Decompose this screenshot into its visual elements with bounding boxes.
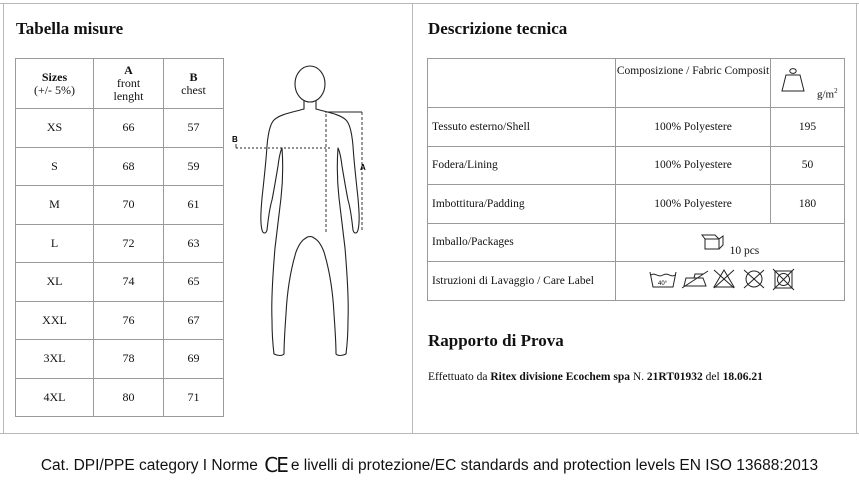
chest-cell: 69 bbox=[164, 340, 224, 379]
size-cell: XXL bbox=[16, 301, 94, 340]
size-cell: L bbox=[16, 224, 94, 263]
sizes-header: Sizes (+/- 5%) bbox=[16, 59, 94, 109]
front-length-cell: 66 bbox=[94, 109, 164, 148]
front-length-cell: 68 bbox=[94, 147, 164, 186]
top-border bbox=[0, 3, 859, 4]
box-icon bbox=[701, 233, 725, 251]
no-bleach-icon bbox=[714, 270, 734, 288]
packages-qty: 10 pcs bbox=[729, 244, 760, 257]
chest-cell: 71 bbox=[164, 378, 224, 417]
size-cell: XS bbox=[16, 109, 94, 148]
fabric-label: Imbottitura/Padding bbox=[428, 185, 616, 224]
weight-cell: 195 bbox=[771, 108, 845, 147]
care-symbols-strip bbox=[648, 267, 823, 291]
table-row bbox=[428, 146, 845, 185]
footer-divider bbox=[0, 433, 859, 434]
header-blank-cell bbox=[428, 59, 616, 108]
size-table-title: Tabella misure bbox=[16, 19, 124, 38]
composition-cell: 100% Polyestere bbox=[616, 185, 771, 224]
chest-cell: 63 bbox=[164, 224, 224, 263]
composition-cell: 100% Polyestere bbox=[616, 146, 771, 185]
front-length-cell: 74 bbox=[94, 263, 164, 302]
right-border bbox=[856, 3, 857, 433]
left-border bbox=[3, 3, 4, 433]
weight-icon bbox=[779, 66, 811, 94]
packages-label: Imballo/Packages bbox=[428, 223, 616, 262]
no-tumble-dry-icon bbox=[773, 269, 794, 290]
size-cell: 4XL bbox=[16, 378, 94, 417]
size-cell: XL bbox=[16, 263, 94, 302]
packages-row bbox=[428, 223, 845, 262]
front-length-cell: 72 bbox=[94, 224, 164, 263]
table-row bbox=[16, 378, 224, 417]
chest-header: B chest bbox=[164, 59, 224, 109]
front-length-cell: 70 bbox=[94, 186, 164, 225]
measure-b-label: B bbox=[232, 135, 238, 144]
table-row bbox=[428, 185, 845, 224]
front-length-cell: 78 bbox=[94, 340, 164, 379]
tech-table bbox=[427, 58, 845, 301]
care-row bbox=[428, 262, 845, 301]
table-row bbox=[16, 340, 224, 379]
tech-table-header bbox=[428, 59, 845, 108]
chest-cell: 67 bbox=[164, 301, 224, 340]
size-cell: 3XL bbox=[16, 340, 94, 379]
size-cell: M bbox=[16, 186, 94, 225]
table-row bbox=[16, 147, 224, 186]
weight-cell: 50 bbox=[771, 146, 845, 185]
test-report-text: Effettuato da Ritex divisione Ecochem spa N. 21RT01932 del 18.06.21 bbox=[428, 371, 763, 383]
size-cell: S bbox=[16, 147, 94, 186]
size-table-header bbox=[16, 59, 224, 109]
care-label: Istruzioni di Lavaggio / Care Label bbox=[428, 262, 616, 301]
weight-cell: 180 bbox=[771, 185, 845, 224]
wash-temp: 40° bbox=[658, 281, 668, 288]
iron-icon bbox=[682, 271, 708, 288]
front-length-cell: 80 bbox=[94, 378, 164, 417]
test-report-title: Rapporto di Prova bbox=[428, 331, 564, 350]
no-dryclean-icon bbox=[744, 270, 764, 288]
center-divider bbox=[412, 3, 413, 433]
fabric-label: Fodera/Lining bbox=[428, 146, 616, 185]
tech-description-title: Descrizione tecnica bbox=[428, 19, 568, 38]
table-row bbox=[428, 108, 845, 147]
weight-unit: $g/m^2$ bbox=[817, 87, 838, 101]
chest-cell: 61 bbox=[164, 186, 224, 225]
table-row bbox=[16, 186, 224, 225]
table-row bbox=[16, 263, 224, 302]
size-table bbox=[15, 58, 224, 417]
care-symbols bbox=[616, 262, 845, 301]
front-length-header: A front lenght bbox=[94, 59, 164, 109]
body-measure-figure bbox=[228, 62, 378, 362]
chest-cell: 59 bbox=[164, 147, 224, 186]
weight-header bbox=[771, 59, 845, 108]
measure-a-label: A bbox=[360, 163, 366, 172]
table-row bbox=[16, 109, 224, 148]
packages-cell bbox=[616, 223, 845, 262]
composition-header: Composizione / Fabric Composit bbox=[616, 59, 771, 108]
ce-mark: CE bbox=[264, 453, 287, 477]
table-row bbox=[16, 301, 224, 340]
fabric-label: Tessuto esterno/Shell bbox=[428, 108, 616, 147]
table-row bbox=[16, 224, 224, 263]
front-length-cell: 76 bbox=[94, 301, 164, 340]
composition-cell: 100% Polyestere bbox=[616, 108, 771, 147]
footer-standards: Cat. DPI/PPE category I Norme CE e livelli di protezione/EC standards and protection levels EN ISO 13688:2013 bbox=[40, 453, 819, 477]
chest-cell: 57 bbox=[164, 109, 224, 148]
chest-cell: 65 bbox=[164, 263, 224, 302]
